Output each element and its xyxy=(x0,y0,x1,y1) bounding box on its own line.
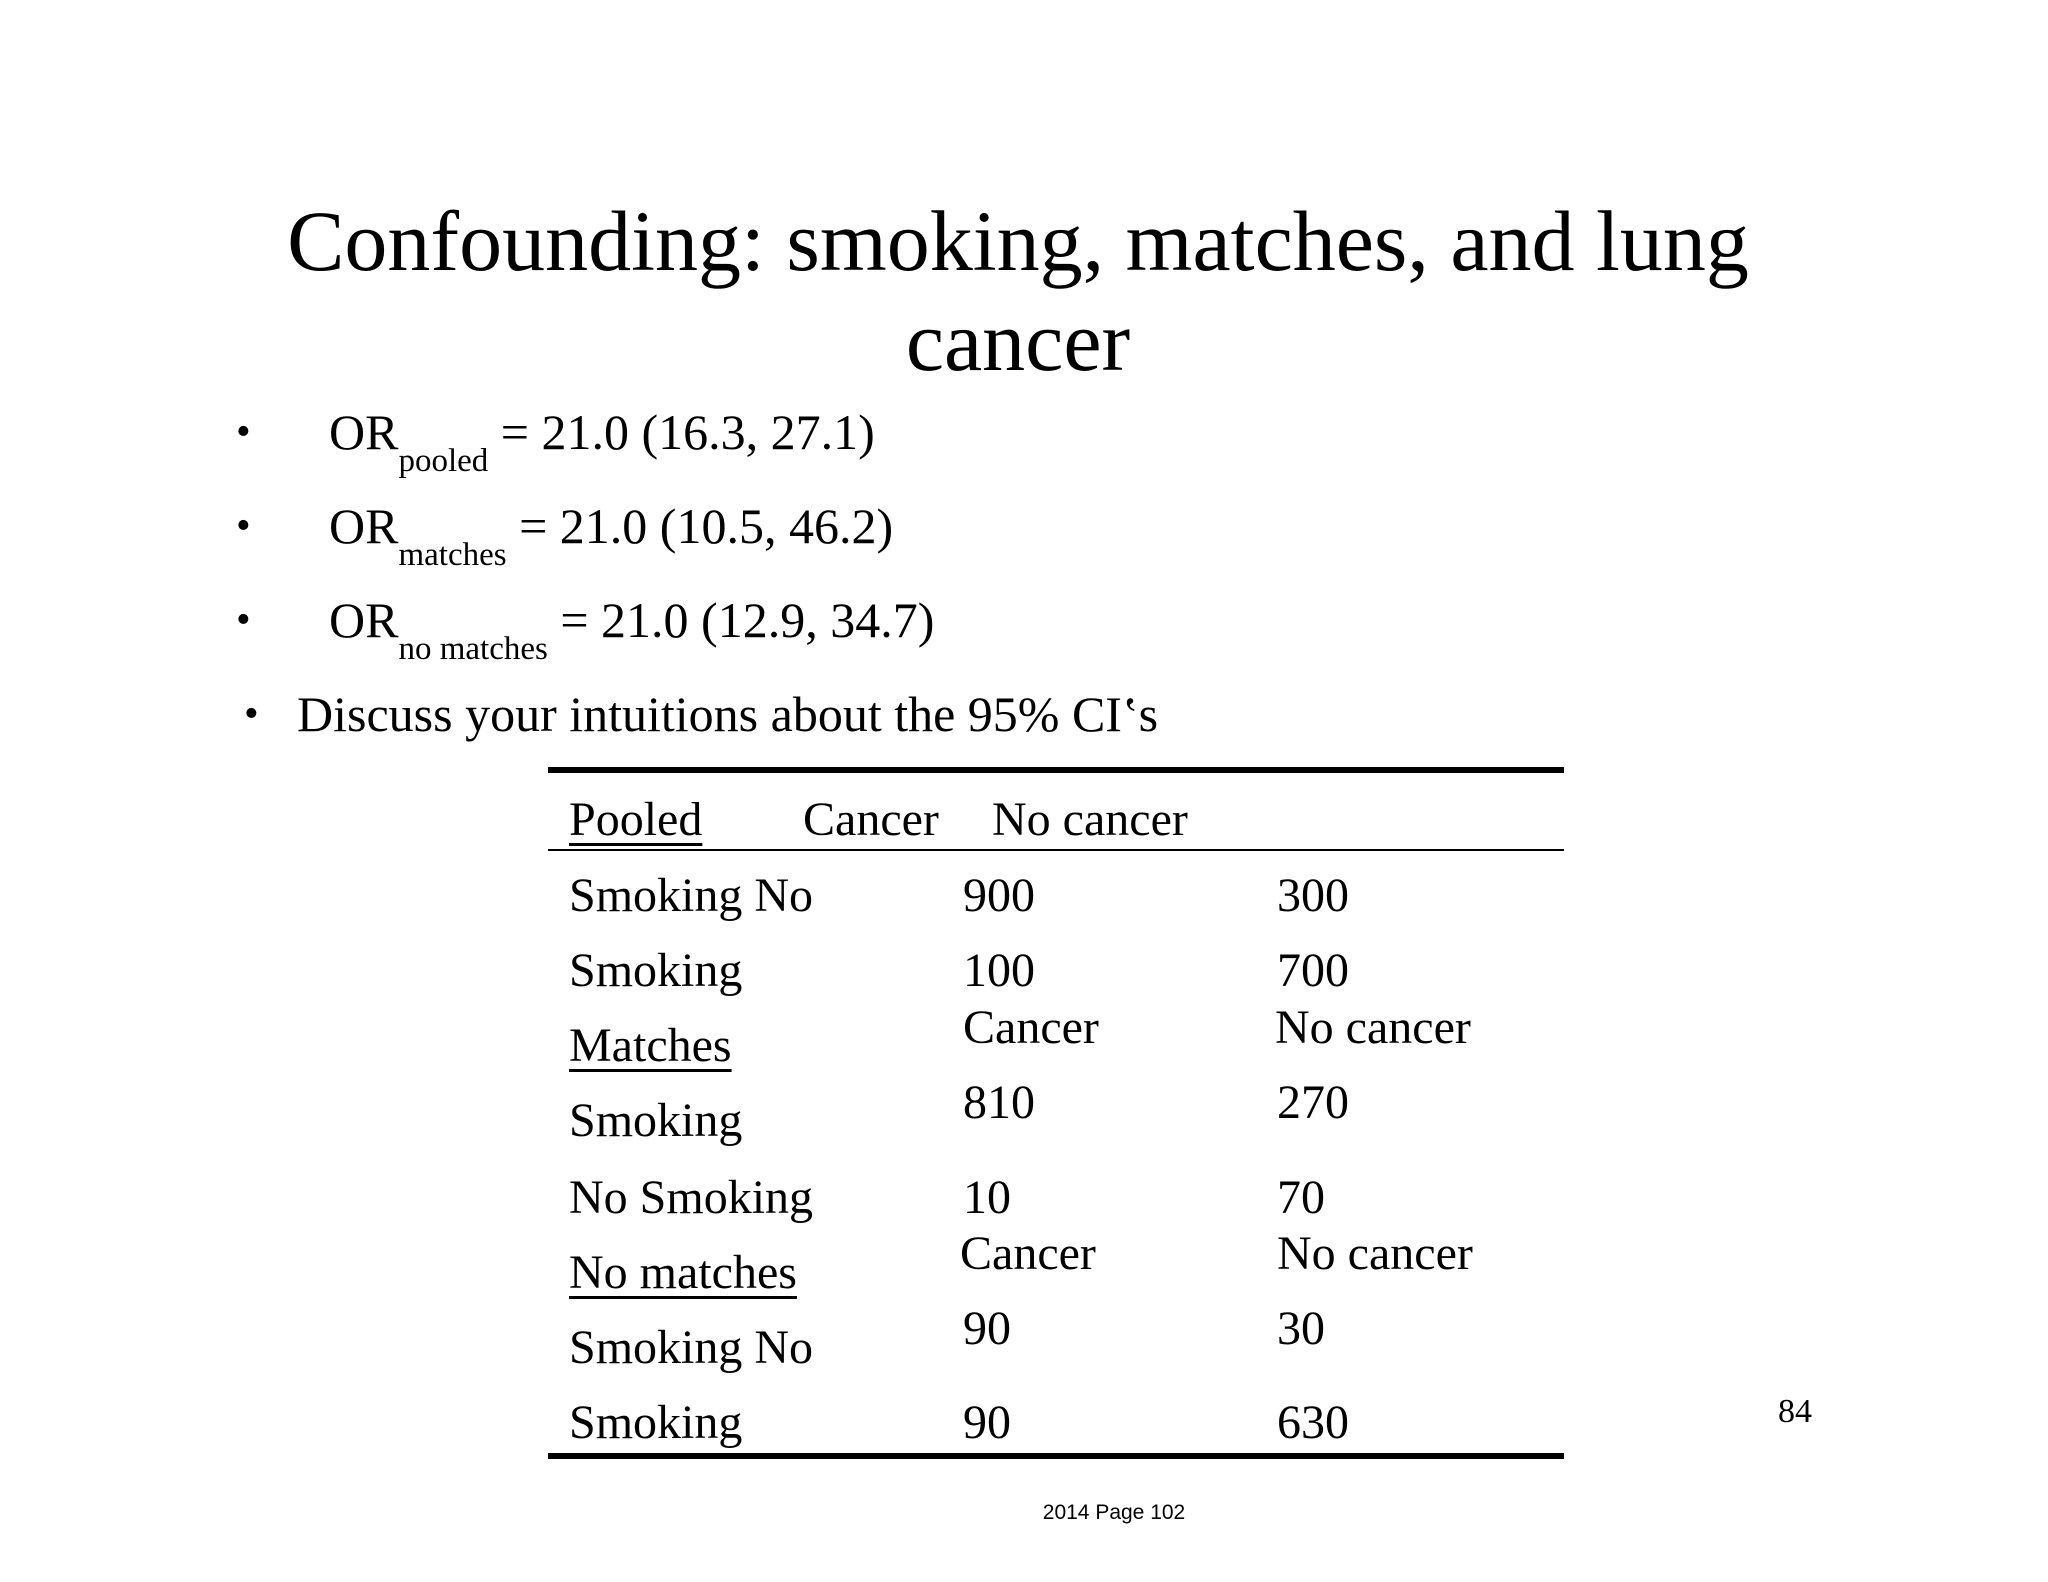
or-label: OR xyxy=(329,498,399,554)
table-top-rule xyxy=(548,767,1564,773)
no-matches-row-1-no-cancer: 30 xyxy=(1277,1302,1325,1355)
pooled-row-1-no-cancer: 300 xyxy=(1277,869,1349,922)
no-matches-row-2-cancer: 90 xyxy=(963,1396,1011,1449)
or-value-pooled: = 21.0 (16.3, 27.1) xyxy=(488,404,875,460)
bullet-dot: • xyxy=(236,503,251,549)
slide-title-line-1: Confounding: smoking, matches, and lung xyxy=(287,193,1749,289)
or-label: OR xyxy=(329,404,399,460)
slide-page-number: 84 xyxy=(1778,1393,1812,1430)
no-matches-row-2-no-cancer: 630 xyxy=(1277,1396,1349,1449)
matches-row-2-label: No Smoking xyxy=(569,1171,814,1224)
matches-row-2-no-cancer: 70 xyxy=(1277,1171,1325,1224)
pooled-col-cancer: Cancer xyxy=(803,793,939,846)
or-value-no-matches: = 21.0 (12.9, 34.7) xyxy=(547,592,935,648)
no-matches-row-1-cancer: 90 xyxy=(963,1302,1011,1355)
no-matches-col-cancer: Cancer xyxy=(960,1227,1096,1280)
page-footer: 2014 Page 102 xyxy=(1042,1501,1186,1524)
or-subscript-no-matches: no matches xyxy=(398,631,548,667)
pooled-row-2-label: Smoking xyxy=(569,944,743,997)
or-value-matches: = 21.0 (10.5, 46.2) xyxy=(506,498,894,554)
matches-col-no-cancer: No cancer xyxy=(1275,1001,1471,1054)
no-matches-row-1-label: Smoking No xyxy=(569,1321,814,1374)
or-subscript-pooled: pooled xyxy=(398,443,489,479)
or-subscript-matches: matches xyxy=(398,537,507,573)
discuss-text: Discuss your intuitions about the 95% CI‛s xyxy=(297,686,1159,742)
slide-title-line-2: cancer xyxy=(905,293,1131,389)
no-matches-row-2-label: Smoking xyxy=(569,1396,743,1449)
pooled-row-2-cancer: 100 xyxy=(963,944,1035,997)
pooled-row-1-cancer: 900 xyxy=(963,869,1035,922)
matches-row-1-no-cancer: 270 xyxy=(1277,1076,1349,1129)
pooled-header: Pooled xyxy=(569,793,703,846)
no-matches-col-no-cancer: No cancer xyxy=(1277,1227,1473,1280)
bullet-dot: • xyxy=(236,597,251,643)
matches-col-cancer: Cancer xyxy=(963,1001,1099,1054)
matches-row-1-label: Smoking xyxy=(569,1094,743,1147)
bullet-dot: • xyxy=(236,409,251,455)
table-header-rule xyxy=(548,849,1564,851)
matches-row-2-cancer: 10 xyxy=(963,1171,1011,1224)
table-bottom-rule xyxy=(548,1453,1564,1459)
matches-row-1-cancer: 810 xyxy=(963,1076,1035,1129)
pooled-row-2-no-cancer: 700 xyxy=(1277,944,1349,997)
no-matches-header: No matches xyxy=(569,1246,797,1299)
matches-header: Matches xyxy=(569,1019,732,1072)
or-label: OR xyxy=(329,592,399,648)
pooled-row-1-label: Smoking No xyxy=(569,869,814,922)
pooled-col-no-cancer: No cancer xyxy=(992,793,1188,846)
bullet-dot: • xyxy=(244,691,259,737)
